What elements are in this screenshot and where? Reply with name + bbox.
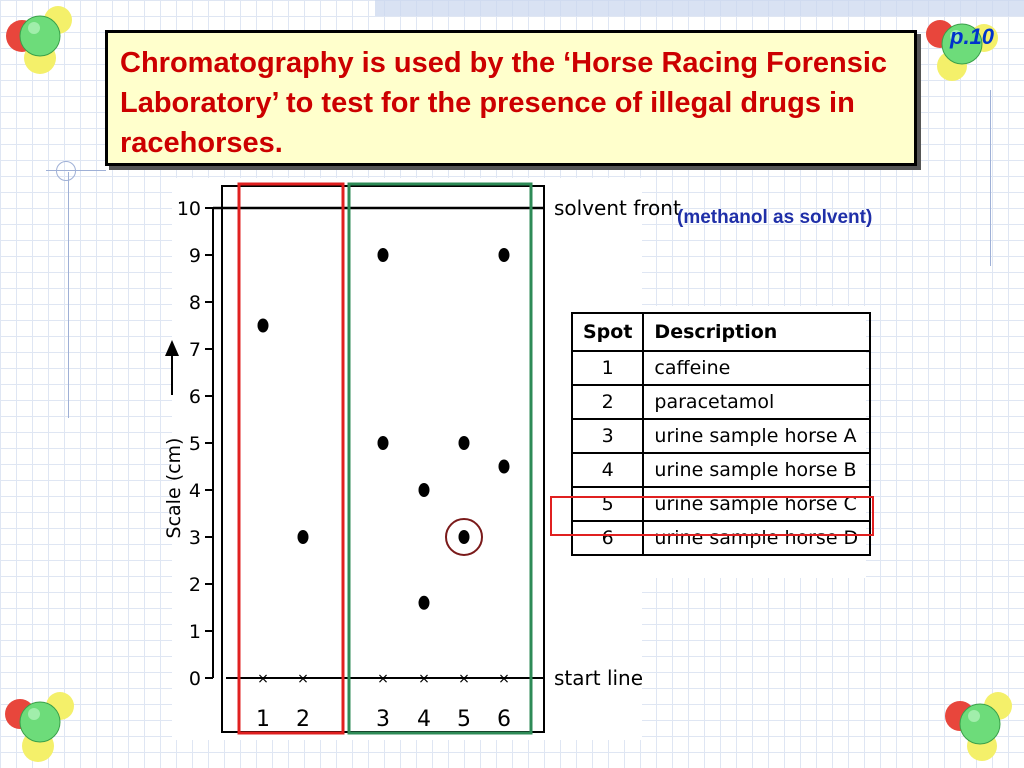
- y-tick-label: 7: [188, 339, 201, 361]
- spot: [459, 530, 470, 544]
- y-tick-label: 1: [188, 621, 201, 643]
- table-row: [572, 419, 870, 453]
- spot-description: paracetamol: [643, 385, 870, 419]
- page-number: p.10: [950, 24, 995, 49]
- y-tick-label: 2: [188, 574, 201, 596]
- spot-number: 5: [572, 487, 643, 521]
- spot: [419, 483, 430, 497]
- table-row: [572, 385, 870, 419]
- table-header-row: [572, 313, 870, 351]
- spot: [298, 530, 309, 544]
- spot: [378, 436, 389, 450]
- start-mark: ×: [498, 671, 510, 687]
- page-title: Chromatography is used by the ‘Horse Racing Forensic Laboratory’ to test for the presence of illegal drugs in racehorses.: [120, 47, 888, 159]
- lane-label: 3: [376, 707, 390, 732]
- y-tick-label: 9: [188, 245, 201, 267]
- start-mark: ×: [297, 671, 309, 687]
- solvent-front-label: solvent front: [554, 196, 681, 220]
- spot: [378, 248, 389, 262]
- reference-group-box: [239, 184, 343, 733]
- y-tick-label: 10: [176, 198, 201, 220]
- lane-label: 6: [497, 707, 511, 732]
- y-tick-label: 3: [188, 527, 201, 549]
- start-mark: ×: [377, 671, 389, 687]
- solvent-note: (methanol as solvent): [677, 207, 873, 228]
- axis-arrow-head: [165, 340, 179, 356]
- start-mark: ×: [458, 671, 470, 687]
- spot-number: 1: [572, 351, 643, 385]
- spot-number: 3: [572, 419, 643, 453]
- spot: [459, 436, 470, 450]
- spot-description: urine sample horse C: [643, 487, 870, 521]
- spot: [499, 248, 510, 262]
- spot-number: 2: [572, 385, 643, 419]
- table-row: [572, 351, 870, 385]
- start-mark: ×: [418, 671, 430, 687]
- header-spot: Spot: [572, 313, 643, 351]
- y-tick-label: 5: [188, 433, 201, 455]
- y-tick-label: 6: [188, 386, 201, 408]
- spot-description: urine sample horse B: [643, 453, 870, 487]
- spot: [419, 596, 430, 610]
- y-tick-label: 4: [188, 480, 201, 502]
- y-tick-label: 8: [188, 292, 201, 314]
- paper-outline: [222, 186, 544, 732]
- lane-label: 5: [457, 707, 471, 732]
- table-row: [572, 453, 870, 487]
- lane-label: 4: [417, 707, 431, 732]
- y-tick-label: 0: [188, 668, 201, 690]
- start-line-label: start line: [554, 666, 644, 690]
- lane-label: 2: [296, 707, 310, 732]
- highlight-box: [550, 496, 874, 536]
- start-mark: ×: [257, 671, 269, 687]
- spot-description: urine sample horse D: [643, 521, 870, 555]
- lane-label: 1: [256, 707, 270, 732]
- spot-number: 6: [572, 521, 643, 555]
- y-axis-label: Scale (cm): [163, 437, 185, 539]
- header-description: Description: [643, 313, 870, 351]
- spot-description: urine sample horse A: [643, 419, 870, 453]
- spot: [499, 460, 510, 474]
- sample-group-box: [349, 184, 531, 733]
- spot-description: caffeine: [643, 351, 870, 385]
- spot-number: 4: [572, 453, 643, 487]
- spot: [258, 319, 269, 333]
